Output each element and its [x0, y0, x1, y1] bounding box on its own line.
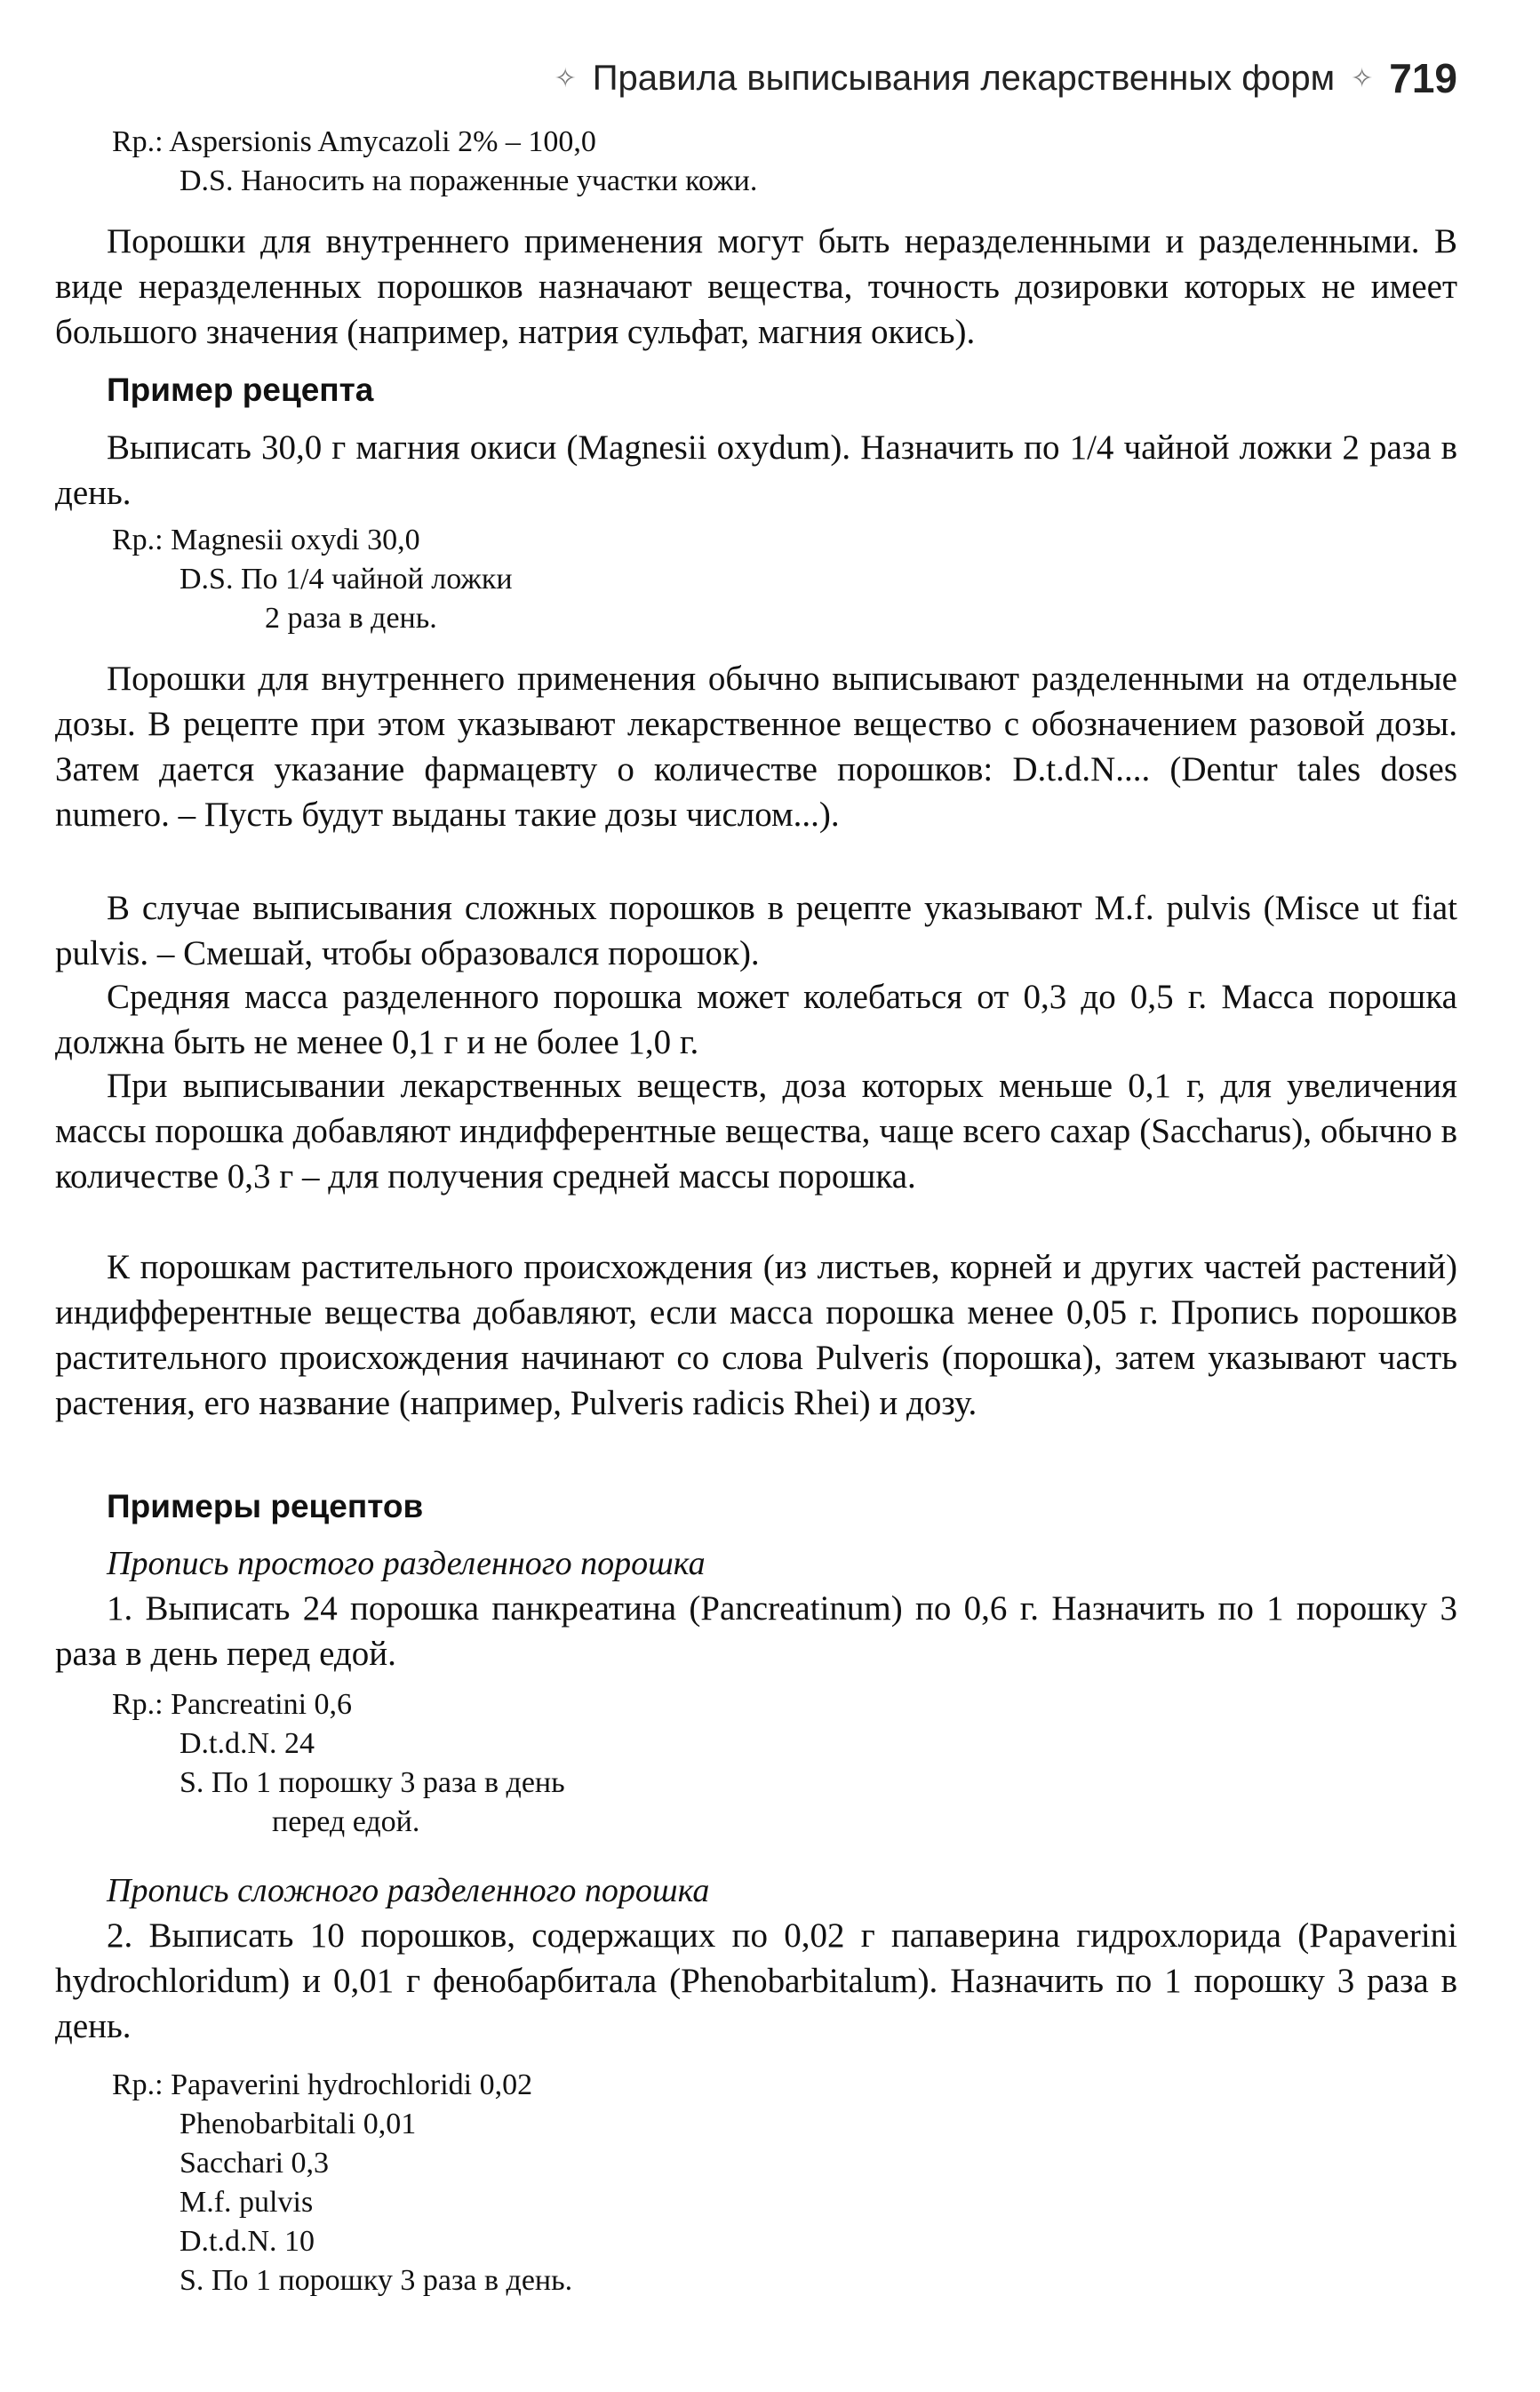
- paragraph-complex-powders: В случае выписывания сложных порошков в рецепте указывают M.f. pulvis (Misce ut fiat pulvis. – Смешай, чтобы образовался порошок).: [55, 889, 1457, 972]
- section-heading-examples: Примеры рецептов: [107, 1488, 424, 1524]
- rx-line: Rp.: Magnesii oxydi 30,0: [112, 524, 420, 556]
- rx-line: перед едой.: [272, 1805, 420, 1838]
- rx-line: D.S. Наносить на пораженные участки кожи.: [180, 164, 758, 197]
- paragraph-magnesium-task: Выписать 30,0 г магния окиси (Magnesii oxydum). Назначить по 1/4 чайной ложки 2 раза в день.: [55, 428, 1457, 512]
- section-heading-example: Пример рецепта: [107, 372, 374, 408]
- rx-line: S. По 1 порошку 3 раза в день: [180, 1766, 565, 1799]
- rx-line: 2 раза в день.: [265, 602, 437, 635]
- rx-line: S. По 1 порошку 3 раза в день.: [180, 2264, 573, 2297]
- paragraph-divided-powders: Порошки для внутреннего применения обычно выписывают разделенными на отдельные дозы. В рецепте при этом указывают лекарственное вещество с обозначением разовой дозы. Затем дается указание фармацевту о количестве порошков: D.t.d.N.... (Dentur tales doses numero. – Пусть будут выданы такие дозы числом...).: [55, 660, 1457, 834]
- rx-line: Rp.: Papaverini hydrochloridi 0,02: [112, 2068, 533, 2101]
- paragraph-powders-intro: Порошки для внутреннего применения могут быть неразделенными и разделенными. В виде неразделенных порошков назначают вещества, точность дозировки которых не имеет большого значения (например, натрия сульфат, магния окись).: [55, 222, 1457, 351]
- paragraph-papaverine-task: 2. Выписать 10 порошков, содержащих по 0,02 г папаверина гидрохлорида (Papaverini hydrochloridum) и 0,01 г фенобарбитала (Phenobarbitalum). Назначить по 1 порошку 3 раза в день.: [55, 1916, 1457, 2045]
- prescription-pancreatin: [112, 1685, 565, 1842]
- subheading-complex-powder: Пропись сложного разделенного порошка: [107, 1872, 710, 1909]
- rx-line: Rp.: Pancreatini 0,6: [112, 1688, 353, 1721]
- rx-line: Sacchari 0,3: [180, 2147, 330, 2180]
- paragraph-pancreatin-task: 1. Выписать 24 порошка панкреатина (Pancreatinum) по 0,6 г. Назначить по 1 порошку 3 раза в день перед едой.: [55, 1589, 1457, 1673]
- rx-line: D.S. По 1/4 чайной ложки: [180, 563, 513, 596]
- ornament-right-icon: ✧: [1351, 63, 1374, 93]
- rx-line: D.t.d.N. 10: [180, 2225, 315, 2258]
- rx-line: Rp.: Aspersionis Amycazoli 2% – 100,0: [112, 125, 596, 158]
- prescription-magnesium: [112, 521, 513, 638]
- paragraph-indifferent-substances: При выписывании лекарственных веществ, доза которых меньше 0,1 г, для увеличения массы порошка добавляют индифферентные вещества, чаще всего сахар (Saccharus), обычно в количестве 0,3 г – для получения средней массы порошка.: [55, 1067, 1457, 1196]
- ornament-left-icon: ✧: [554, 63, 577, 93]
- prescription-papaverine: [112, 2066, 572, 2300]
- running-header: [444, 52, 1457, 105]
- rx-line: M.f. pulvis: [180, 2186, 314, 2219]
- page-number: 719: [1389, 55, 1457, 101]
- subheading-simple-powder: Пропись простого разделенного порошка: [107, 1545, 706, 1582]
- running-title: Правила выписывания лекарственных форм: [592, 58, 1336, 98]
- rx-line: Phenobarbitali 0,01: [180, 2108, 417, 2140]
- paragraph-powder-mass: Средняя масса разделенного порошка может колебаться от 0,3 до 0,5 г. Масса порошка должна быть не менее 0,1 г и не более 1,0 г.: [55, 978, 1457, 1061]
- paragraph-plant-powders: К порошкам растительного происхождения (из листьев, корней и других частей растений) индифферентные вещества добавляют, если масса порошка менее 0,05 г. Пропись порошков растительного происхождения начинают со слова Pulveris (порошка), затем указывают часть растения, его название (например, Pulveris radicis Rhei) и дозу.: [55, 1248, 1457, 1422]
- rx-line: D.t.d.N. 24: [180, 1727, 315, 1760]
- prescription-aspersion: [112, 123, 757, 201]
